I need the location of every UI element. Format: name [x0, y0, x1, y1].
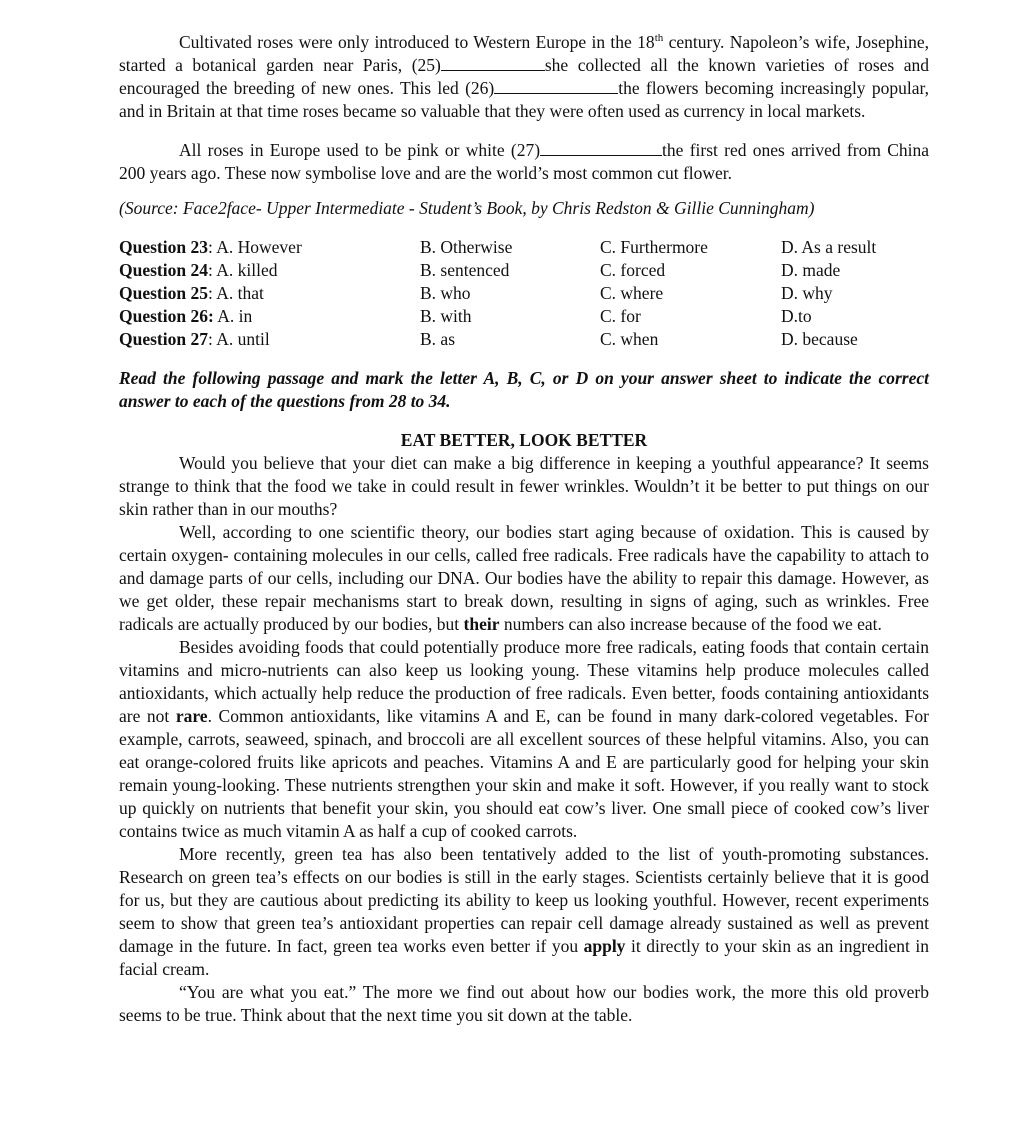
question-table	[119, 236, 929, 351]
document-page	[119, 31, 929, 1027]
question-row	[119, 236, 929, 259]
instruction-text: Read the following passage and mark the letter A, B, C, or D on your answer sheet to indicate the correct answer to each of the questions from 28 to 34.	[119, 368, 929, 411]
option-b: B. as	[420, 329, 455, 349]
text-run: it directly to your skin as an ingredient in facial cream.	[119, 936, 929, 979]
superscript: th	[654, 32, 664, 45]
option-c: C. Furthermore	[600, 237, 708, 257]
text-run: the flowers becoming increasingly popular, and in Britain at that time roses became so valuable that they were often used as currency in local markets.	[119, 78, 929, 121]
option-c: C. where	[600, 283, 664, 303]
text-run: century. Napoleon’s wife, Josephine, started a botanical garden near Paris, (25)	[119, 32, 929, 75]
text-run: Cultivated roses were only introduced to Western Europe in the 18	[179, 32, 655, 52]
article-paragraph-3	[119, 636, 929, 843]
question-number: Question 23	[119, 237, 208, 257]
bold-word: rare	[175, 706, 208, 726]
option-d: D. made	[781, 260, 841, 280]
question-number: Question 25	[119, 283, 208, 303]
question-row	[119, 259, 929, 282]
option-a: : A. that	[207, 283, 264, 303]
text-run: the first red ones arrived from China 200 years ago. These now symbolise love and are the world’s most common cut flower.	[119, 140, 929, 183]
text-run: Well, according to one scientific theory, our bodies start aging because of oxidation. This is caused by certain oxygen- containing molecules in our cells, called free radicals. Free radicals have the capability to attach to and damage parts of our cells, including our DNA. Our bodies have the ability to repair this damage. However, as we get older, these repair mechanisms start to break down, resulting in signs of aging, such as wrinkles. Free radicals are actually produced by our bodies, but	[119, 522, 929, 634]
option-d: D. As a result	[781, 237, 877, 257]
option-d: D.to	[781, 306, 812, 326]
option-a: A. in	[213, 306, 253, 326]
option-d: D. why	[781, 283, 833, 303]
article-paragraph-4	[119, 843, 929, 981]
option-c: C. for	[600, 306, 641, 326]
option-a: : A. However	[207, 237, 302, 257]
article-paragraph-1: Would you believe that your diet can make a big difference in keeping a youthful appearance? It seems strange to think that the food we take in could result in fewer wrinkles. Wouldn’t it be better to put things on our skin rather than in our mouths?	[119, 453, 929, 519]
text-run: All roses in Europe used to be pink or white (27)	[179, 140, 541, 160]
question-number: Question 24	[119, 260, 208, 280]
text-run: numbers can also increase because of the food we eat.	[499, 614, 882, 634]
article-paragraph-5: “You are what you eat.” The more we find out about how our bodies work, the more this old proverb seems to be true. Think about that the next time you sit down at the table.	[119, 982, 929, 1025]
option-a: : A. killed	[207, 260, 278, 280]
bold-word: apply	[583, 936, 626, 956]
option-b: B. with	[420, 306, 472, 326]
rose-paragraph-2	[119, 139, 929, 185]
text-run: she collected all the known varieties of roses and encouraged the breeding of new ones. This led (26)	[119, 55, 929, 98]
blank-25	[441, 54, 545, 71]
option-c: C. forced	[600, 260, 666, 280]
question-row	[119, 305, 929, 328]
source-citation: (Source: Face2face- Upper Intermediate - Student’s Book, by Chris Redston & Gillie Cunningham)	[119, 198, 815, 218]
option-c: C. when	[600, 329, 659, 349]
question-number: Question 26:	[119, 306, 214, 326]
option-a: : A. until	[207, 329, 270, 349]
question-number: Question 27	[119, 329, 208, 349]
text-run: Besides avoiding foods that could potentially produce more free radicals, eating foods that contain certain vitamins and micro-nutrients can also keep us looking young. These vitamins help produce molecules called antioxidants, which actually help reduce the production of free radicals. Even better, foods containing antioxidants are not	[119, 637, 929, 726]
option-b: B. sentenced	[420, 260, 510, 280]
option-d: D. because	[781, 329, 858, 349]
option-b: B. Otherwise	[420, 237, 513, 257]
text-run: . Common antioxidants, like vitamins A and E, can be found in many dark-colored vegetables. For example, carrots, seaweed, spinach, and broccoli are all excellent sources of these helpful vitamins. Also, you can eat orange-colored fruits like apricots and peaches. Vitamins A and E are particularly good for helping your skin remain young-looking. These nutrients strengthen your skin and make it soft. However, if you really want to stock up quickly on nutrients that benefit your skin, you should eat cow’s liver. One small piece of cooked cow’s liver contains twice as much vitamin A as half a cup of cooked carrots.	[119, 706, 929, 841]
rose-paragraph-1	[119, 31, 929, 123]
article-title: EAT BETTER, LOOK BETTER	[400, 430, 648, 450]
question-row	[119, 328, 929, 351]
bold-word: their	[463, 614, 500, 634]
question-row	[119, 282, 929, 305]
blank-26	[494, 77, 618, 94]
blank-27	[540, 139, 662, 156]
article-paragraph-2	[119, 521, 929, 636]
option-b: B. who	[420, 283, 471, 303]
text-run: More recently, green tea has also been tentatively added to the list of youth-promoting substances. Research on green tea’s effects on our bodies is still in the early stages. Scientists certainly believe that it is good for us, but they are cautious about predicting its ability to keep us looking youthful. However, recent experiments seem to show that green tea’s antioxidant properties can repair cell damage already sustained as well as prevent damage in the future. In fact, green tea works even better if you	[119, 844, 929, 956]
